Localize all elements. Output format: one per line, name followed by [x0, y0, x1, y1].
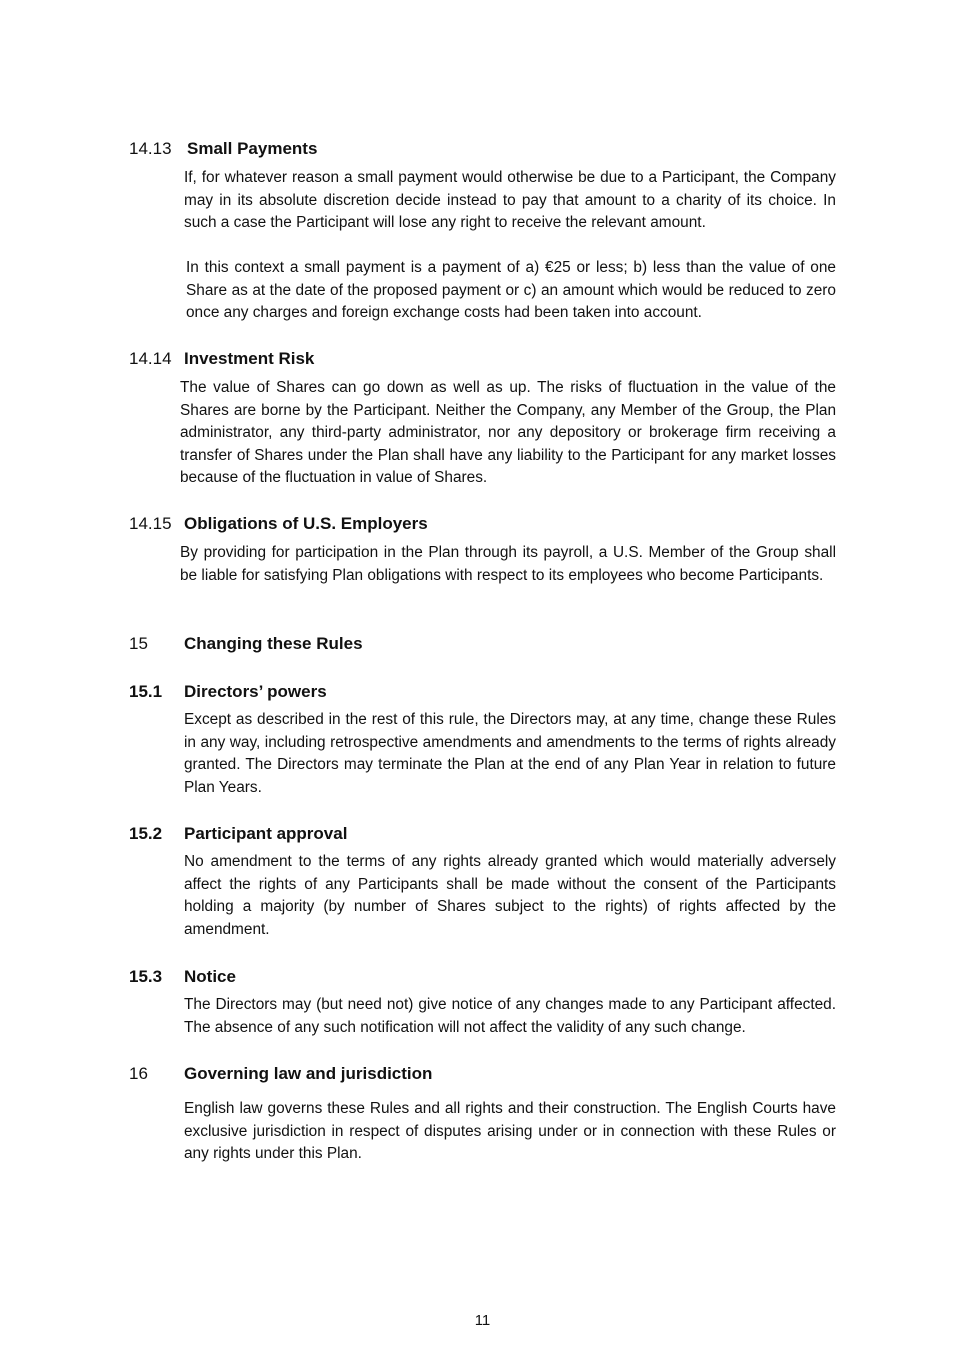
section-paragraph: English law governs these Rules and all rights and their construction. The English Courts have exclusive jurisdiction in respect of disputes arising under or in connection with these Rules or any rights under this Plan.: [184, 1100, 836, 1162]
section-title: Notice: [184, 967, 236, 986]
section-title: Governing law and jurisdiction: [184, 1064, 433, 1083]
section-heading-14-15: [129, 513, 428, 535]
section-title: Directors’ powers: [184, 682, 327, 701]
section-paragraph: By providing for participation in the Plan through its payroll, a U.S. Member of the Group shall be liable for satisfying Plan obligations with respect to its employees who become Participants.: [180, 544, 836, 584]
section-title: Obligations of U.S. Employers: [184, 514, 428, 533]
section-heading-16: [129, 1063, 433, 1085]
page-number: 11: [474, 1312, 491, 1329]
section-paragraph: In this context a small payment is a payment of a) €25 or less; b) less than the value of one Share as at the date of the proposed payment or c) an amount which would be reduced to zero once any charges and foreign exchange costs had been taken into account.: [186, 259, 836, 321]
section-heading-14-13: [129, 138, 318, 160]
section-heading-15-2: [129, 823, 348, 845]
section-heading-15: [129, 633, 363, 655]
section-number: 14.13: [129, 139, 172, 158]
section-heading-14-14: [129, 348, 315, 370]
section-title: Investment Risk: [184, 349, 315, 368]
section-paragraph: If, for whatever reason a small payment would otherwise be due to a Participant, the Company may in its absolute discretion decide instead to pay that amount to a charity of its choice. In such a case the Participant will lose any right to receive the relevant amount.: [184, 169, 836, 231]
section-number: 15: [129, 634, 148, 653]
section-paragraph: Except as described in the rest of this rule, the Directors may, at any time, change these Rules in any way, including retrospective amendments and amendments to the terms of rights already granted. The Directors may terminate the Plan at the end of any Plan Year in relation to future Plan Years.: [184, 711, 836, 796]
section-heading-15-3: [129, 966, 236, 988]
section-paragraph: The value of Shares can go down as well as up. The risks of fluctuation in the value of the Shares are borne by the Participant. Neither the Company, any Member of the Group, the Plan administrator, any third-party administrator, nor any depository or brokerage firm receiving a transfer of Shares under the Plan shall have any liability to the Participant for any market losses because of the fluctuation in value of Shares.: [180, 379, 836, 486]
section-paragraph: No amendment to the terms of any rights already granted which would materially adversely affect the rights of any Participants shall be made without the consent of the Participants holding a majority (by number of Shares subject to the rights) of rights affected by the amendment.: [184, 853, 836, 938]
section-heading-15-1: [129, 681, 327, 703]
section-number: 14.14: [129, 349, 172, 368]
section-title: Small Payments: [187, 139, 318, 158]
section-paragraph: The Directors may (but need not) give notice of any changes made to any Participant affected. The absence of any such notification will not affect the validity of any such change.: [184, 996, 836, 1036]
section-title: Changing these Rules: [184, 634, 363, 653]
section-number: 14.15: [129, 514, 172, 533]
section-number: 15.2: [129, 824, 163, 843]
section-number: 16: [129, 1064, 148, 1083]
section-title: Participant approval: [184, 824, 348, 843]
section-number: 15.1: [129, 682, 163, 701]
section-number: 15.3: [129, 967, 163, 986]
